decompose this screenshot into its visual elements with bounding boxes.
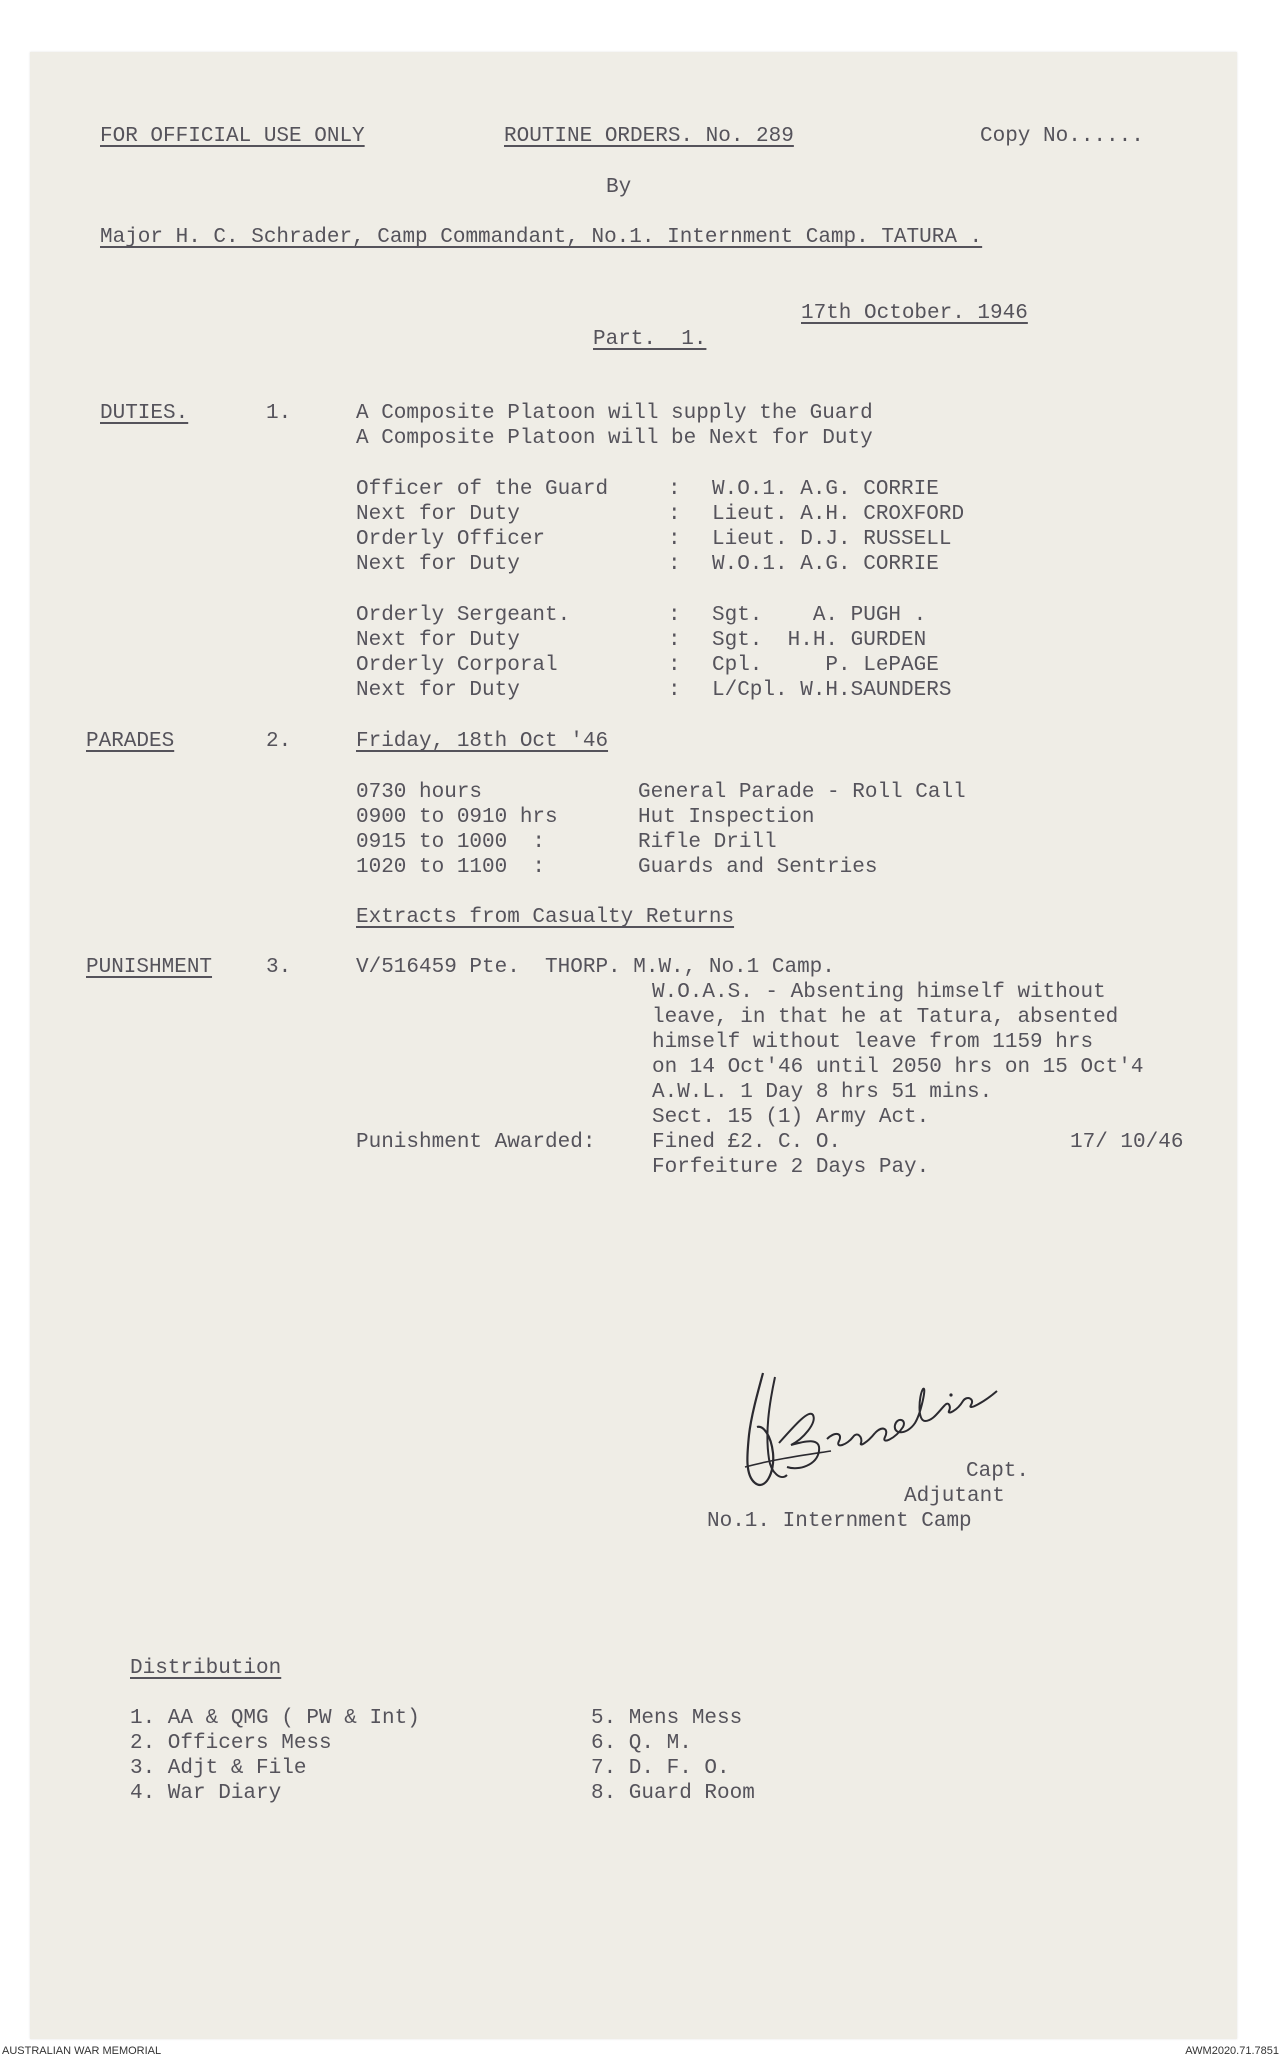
charge-detail: Sect. 15 (1) Army Act. bbox=[652, 1106, 930, 1129]
duties-number: 1. bbox=[266, 402, 292, 425]
parade-time: 0915 to 1000 : bbox=[356, 831, 546, 854]
duty-separator: : bbox=[668, 503, 681, 526]
adjutant-signature bbox=[735, 1355, 1005, 1495]
charge-detail: himself without leave from 1159 hrs bbox=[652, 1031, 1094, 1054]
orders-title: ROUTINE ORDERS. No. 289 bbox=[504, 125, 794, 148]
parade-time: 1020 to 1100 : bbox=[356, 856, 546, 879]
order-date: 17th October. 1946 bbox=[801, 302, 1028, 325]
duty-separator: : bbox=[668, 604, 681, 627]
duty-name: L/Cpl. W.H.SAUNDERS bbox=[712, 679, 952, 702]
duty-role: Officer of the Guard bbox=[356, 478, 609, 501]
award-date: 17/ 10/46 bbox=[1070, 1131, 1184, 1154]
duty-name: Sgt. A. PUGH . bbox=[712, 604, 927, 627]
duty-role: Orderly Sergeant. bbox=[356, 604, 571, 627]
part-heading: Part. 1. bbox=[593, 328, 707, 351]
duty-name: W.O.1. A.G. CORRIE bbox=[712, 553, 939, 576]
duty-name: Lieut. A.H. CROXFORD bbox=[712, 503, 965, 526]
duty-role: Next for Duty bbox=[356, 629, 520, 652]
parade-activity: General Parade - Roll Call bbox=[638, 781, 966, 804]
distribution-item: 6. Q. M. bbox=[591, 1732, 692, 1755]
parade-activity: Guards and Sentries bbox=[638, 856, 878, 879]
duty-name: Lieut. D.J. RUSSELL bbox=[712, 528, 952, 551]
punishment-heading: PUNISHMENT bbox=[86, 956, 213, 979]
copy-number: Copy No...... bbox=[980, 125, 1144, 148]
classification-heading: FOR OFFICIAL USE ONLY bbox=[100, 125, 365, 148]
distribution-item: 8. Guard Room bbox=[591, 1782, 755, 1805]
distribution-item: 7. D. F. O. bbox=[591, 1757, 730, 1780]
distribution-heading: Distribution bbox=[130, 1657, 282, 1680]
parade-time: 0730 hours bbox=[356, 781, 483, 804]
duty-separator: : bbox=[668, 629, 681, 652]
punishment-awarded: Fined £2. C. O. bbox=[652, 1131, 842, 1154]
duty-role: Next for Duty bbox=[356, 553, 520, 576]
duty-role: Orderly Corporal bbox=[356, 654, 558, 677]
distribution-item: 3. Adjt & File bbox=[130, 1757, 307, 1780]
duty-role: Next for Duty bbox=[356, 503, 520, 526]
parade-day: Friday, 18th Oct '46 bbox=[356, 730, 609, 753]
duty-separator: : bbox=[668, 654, 681, 677]
duties-line: A Composite Platoon will be Next for Duty bbox=[356, 427, 873, 450]
distribution-item: 5. Mens Mess bbox=[591, 1707, 743, 1730]
duty-name: Cpl. P. LePAGE bbox=[712, 654, 939, 677]
charge-detail: on 14 Oct'46 until 2050 hrs on 15 Oct'4 bbox=[652, 1056, 1144, 1079]
parades-heading: PARADES bbox=[86, 730, 175, 753]
issuer-line: Major H. C. Schrader, Camp Commandant, No.1. Internment Camp. TATURA . bbox=[100, 226, 983, 249]
parade-activity: Hut Inspection bbox=[638, 806, 815, 829]
signatory-unit: No.1. Internment Camp bbox=[707, 1510, 972, 1533]
duties-heading: DUTIES. bbox=[100, 402, 189, 425]
duty-separator: : bbox=[668, 553, 681, 576]
charge-detail: leave, in that he at Tatura, absented bbox=[652, 1006, 1119, 1029]
duty-separator: : bbox=[668, 478, 681, 501]
duty-separator: : bbox=[668, 528, 681, 551]
signatory-role: Adjutant bbox=[904, 1485, 1005, 1508]
punishment-number: 3. bbox=[266, 956, 292, 979]
punishment-awarded: Forfeiture 2 Days Pay. bbox=[652, 1156, 930, 1179]
distribution-item: 1. AA & QMG ( PW & Int) bbox=[130, 1707, 420, 1730]
duty-separator: : bbox=[668, 679, 681, 702]
extracts-heading: Extracts from Casualty Returns bbox=[356, 906, 735, 929]
signatory-rank: Capt. bbox=[966, 1460, 1030, 1483]
charge-detail: W.O.A.S. - Absenting himself without bbox=[652, 981, 1106, 1004]
footer-accession: AWM2020.71.7851 bbox=[1185, 2045, 1279, 2057]
punishment-awarded-label: Punishment Awarded: bbox=[356, 1131, 596, 1154]
distribution-item: 4. War Diary bbox=[130, 1782, 282, 1805]
duty-name: Sgt. H.H. GURDEN bbox=[712, 629, 927, 652]
duty-role: Next for Duty bbox=[356, 679, 520, 702]
charge-detail: A.W.L. 1 Day 8 hrs 51 mins. bbox=[652, 1081, 993, 1104]
duty-role: Orderly Officer bbox=[356, 528, 546, 551]
duty-name: W.O.1. A.G. CORRIE bbox=[712, 478, 939, 501]
soldier-line: V/516459 Pte. THORP. M.W., No.1 Camp. bbox=[356, 956, 835, 979]
distribution-item: 2. Officers Mess bbox=[130, 1732, 332, 1755]
parade-activity: Rifle Drill bbox=[638, 831, 777, 854]
by-line: By bbox=[606, 176, 632, 199]
duties-line: A Composite Platoon will supply the Guard bbox=[356, 402, 873, 425]
parades-number: 2. bbox=[266, 730, 292, 753]
parade-time: 0900 to 0910 hrs bbox=[356, 806, 558, 829]
footer-institution: AUSTRALIAN WAR MEMORIAL bbox=[2, 2045, 162, 2057]
